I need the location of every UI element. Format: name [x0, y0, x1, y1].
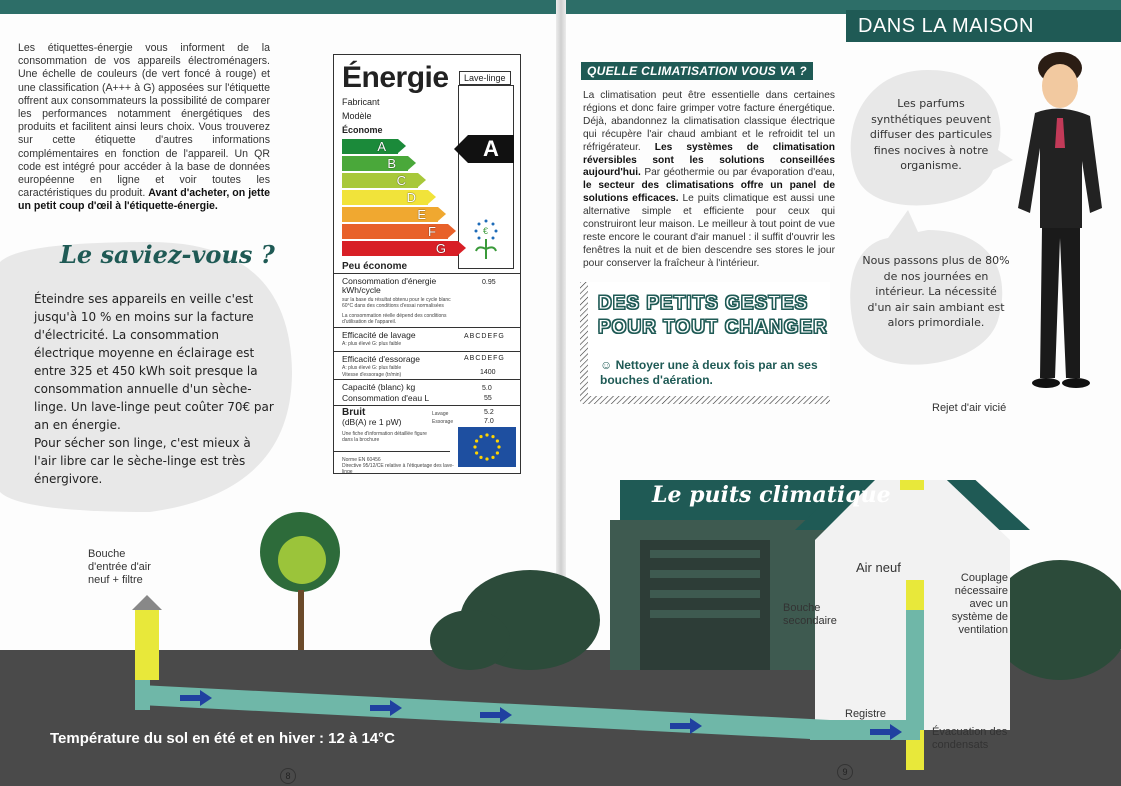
saviez-paragraph-2: Pour sécher son linge, c'est mieux à l'air libre car le sèche-linge est très énergivore. [34, 436, 251, 486]
puits-title: Le puits climatique [652, 482, 891, 508]
saviez-text [34, 290, 274, 488]
air-neuf-label: Air neuf [856, 560, 901, 575]
clim-title: QUELLE CLIMATISATION VOUS VA ? [581, 62, 813, 80]
page-number-right: 9 [837, 764, 853, 780]
capacite-value: 5.0 [482, 385, 492, 392]
bubble-bottom-text: Nous passons plus de 80% de nos journées en intérieur. La nécessité d'un air sain ambiant est alors primordiale. [862, 254, 1010, 329]
eu-star [485, 457, 488, 460]
man-illustration [1010, 38, 1121, 408]
svg-text:€: € [483, 226, 489, 236]
eu-star [475, 451, 478, 454]
conso-note2: La consommation réelle dépend des conditions d'utilisation de l'appareil. [342, 313, 447, 325]
saviez-title: Le saviez-vous ? [60, 240, 275, 269]
bruit-label: Bruit [342, 407, 366, 418]
fabricant-label: Fabricant [342, 97, 380, 107]
clim-text-3: Le puits climatique est aussi une alternative simple et efficiente pour ceux qui construiront leur maison. Le meilleur à tout point de vue reste encore le courant d'air manuel : il suffit d'ouvrir les fenêtres la nuit et de bien descendre ses stores le jour pour conserver la fraîcheur à l'intérieur. [583, 193, 835, 269]
eu-star [479, 456, 482, 459]
energy-class-bar: E [342, 207, 438, 222]
energy-label-title: Énergie [342, 61, 449, 94]
lavage-label: Efficacité de lavage [342, 330, 416, 340]
bruit-lavage-label: Lavage [432, 411, 449, 417]
eu-star [475, 439, 478, 442]
energy-class-bar: A [342, 139, 398, 154]
gestes-item: ☺ Nettoyer une à deux fois par an ses bouches d'aération. [600, 358, 818, 387]
bouche-entree-label: Bouche d'entrée d'air neuf + filtre [88, 548, 151, 586]
appliance-type: Lave-linge [459, 71, 511, 85]
intro-paragraph [18, 42, 270, 214]
bruit-unit: (dB(A) re 1 pW) [342, 417, 402, 427]
intro-text: Les étiquettes-énergie vous informent de la consommation de vos appareils électroménagers. Une échelle de couleurs (de vert foncé à rouge) et une classification (A+++ à G) apposées sur l'étiquette offrent aux consommateurs la possibilité de comparer les performances notamment énergétiques des produits et facilitent ainsi leurs choix. Vous trouverez sur cette étiquette d'autres informations complémentaires en fonction de l'appareil. Un QR code est intégré pour accéder à la base de données européenne en ligne et voir toutes les caractéristiques du produit. [18, 42, 270, 200]
energy-class-bar: F [342, 224, 448, 239]
gestes-title: DES PETITS GESTES POUR TOUT CHANGER [598, 293, 828, 338]
clim-text-2: Par géothermie ou par évaporation d'eau, [644, 167, 835, 179]
clim-bold-2: le secteur des climatisations offre un panel de solutions efficaces. [583, 180, 835, 205]
page-number-left: 8 [280, 768, 296, 784]
essorage-scale: A: plus élevé G: plus faible [342, 365, 402, 371]
clim-paragraph [583, 90, 835, 271]
section-header: DANS LA MAISON [846, 10, 1121, 42]
essorage-scale-letters: ABCDEFG [464, 355, 505, 362]
clim-text-1: La climatisation peut être essentielle dans certaines régions et donc faire grimper votre facture énergétique. Déjà, abandonnez la climatisation classique électrique qui récupère l'air chaud ambiant et le refroidit tel un réfrigérateur. [583, 90, 835, 153]
bruit-lavage-value: 5.2 [484, 409, 494, 416]
eau-value: 55 [484, 395, 492, 402]
eu-star [473, 445, 476, 448]
eau-label: Consommation d'eau L [342, 393, 430, 403]
essorage-label: Efficacité d'essorage [342, 354, 421, 364]
lavage-scale: A: plus élevé G: plus faible [342, 341, 402, 347]
eu-star [496, 439, 499, 442]
lavage-scale-letters: ABCDEFG [464, 333, 505, 340]
bruit-essorage-value: 7.0 [484, 418, 494, 425]
norme-text: Norme EN 60456 [342, 457, 381, 463]
couplage-label: Couplage nécessaire avec un système de ventilation [951, 572, 1008, 636]
saviez-paragraph-1: Éteindre ses appareils en veille c'est jusqu'à 10 % en moins sur la facture d'électricité. La consommation électrique moyenne en éclairage est entre 325 et 450 kWh soit presque la consommation annuelle d'un sèche-linge. Un lave-linge peut coûter 70€ par an en énergie. [34, 292, 274, 432]
eu-flag-icon [458, 427, 516, 467]
intro-bold: Avant d'acheter, on jette un petit coup d'œil à l'étiquette-énergie. [18, 187, 270, 213]
registre-label: Registre [845, 708, 886, 720]
energy-class-bar: D [342, 190, 428, 205]
energy-label [333, 54, 521, 474]
directive-text: Directive 95/12/CE relative à l'étiquetage des lave-linge [342, 463, 454, 475]
temperature-label: Température du sol en été et en hiver : 12 à 14°C [50, 730, 396, 747]
bubble-top-text: Les parfums synthétiques peuvent diffuser des particules fines nocives à notre organisme. [869, 97, 993, 172]
bruit-essorage-label: Essorage [432, 419, 454, 425]
gestes-box [580, 282, 830, 404]
energy-class-bar: B [342, 156, 408, 171]
capacite-label: Capacité (blanc) kg [342, 382, 416, 392]
conso-note: sur la base du résultat obtenu pour le cycle blanc 60°C dans des conditions d'essai normalisées [342, 297, 451, 309]
eu-star [479, 435, 482, 438]
evacuation-label: Évacuation des condensats [932, 726, 1008, 751]
conso-label: Consommation d'énergie kWh/cycle [342, 276, 437, 295]
conso-value: 0.95 [482, 279, 496, 286]
eu-ecolabel-flower-icon [470, 215, 502, 261]
eu-star [496, 451, 499, 454]
vitesse-label: Vitesse d'essorage (tr/min) [342, 372, 402, 378]
modele-label: Modèle [342, 111, 372, 121]
rejet-label: Rejet d'air vicié [932, 402, 1007, 414]
eu-star [491, 456, 494, 459]
fiche-note: Une fiche d'information détaillée figure dans la brochure [342, 431, 427, 443]
eu-star [485, 433, 488, 436]
peu-econome-label: Peu économe [342, 261, 408, 272]
eu-star [497, 445, 500, 448]
energy-class-bar: G [342, 241, 458, 256]
eu-star [491, 435, 494, 438]
bouche-secondaire-label: Bouche secondaire [783, 602, 837, 627]
energy-class-bar: C [342, 173, 418, 188]
energy-rating-arrow: A [468, 135, 514, 163]
vitesse-value: 1400 [480, 369, 496, 376]
clim-bold-1: Les systèmes de climatisation réversibles sont les solutions conseillées aujourd'hui. [583, 141, 835, 179]
econome-label: Économe [342, 125, 383, 135]
